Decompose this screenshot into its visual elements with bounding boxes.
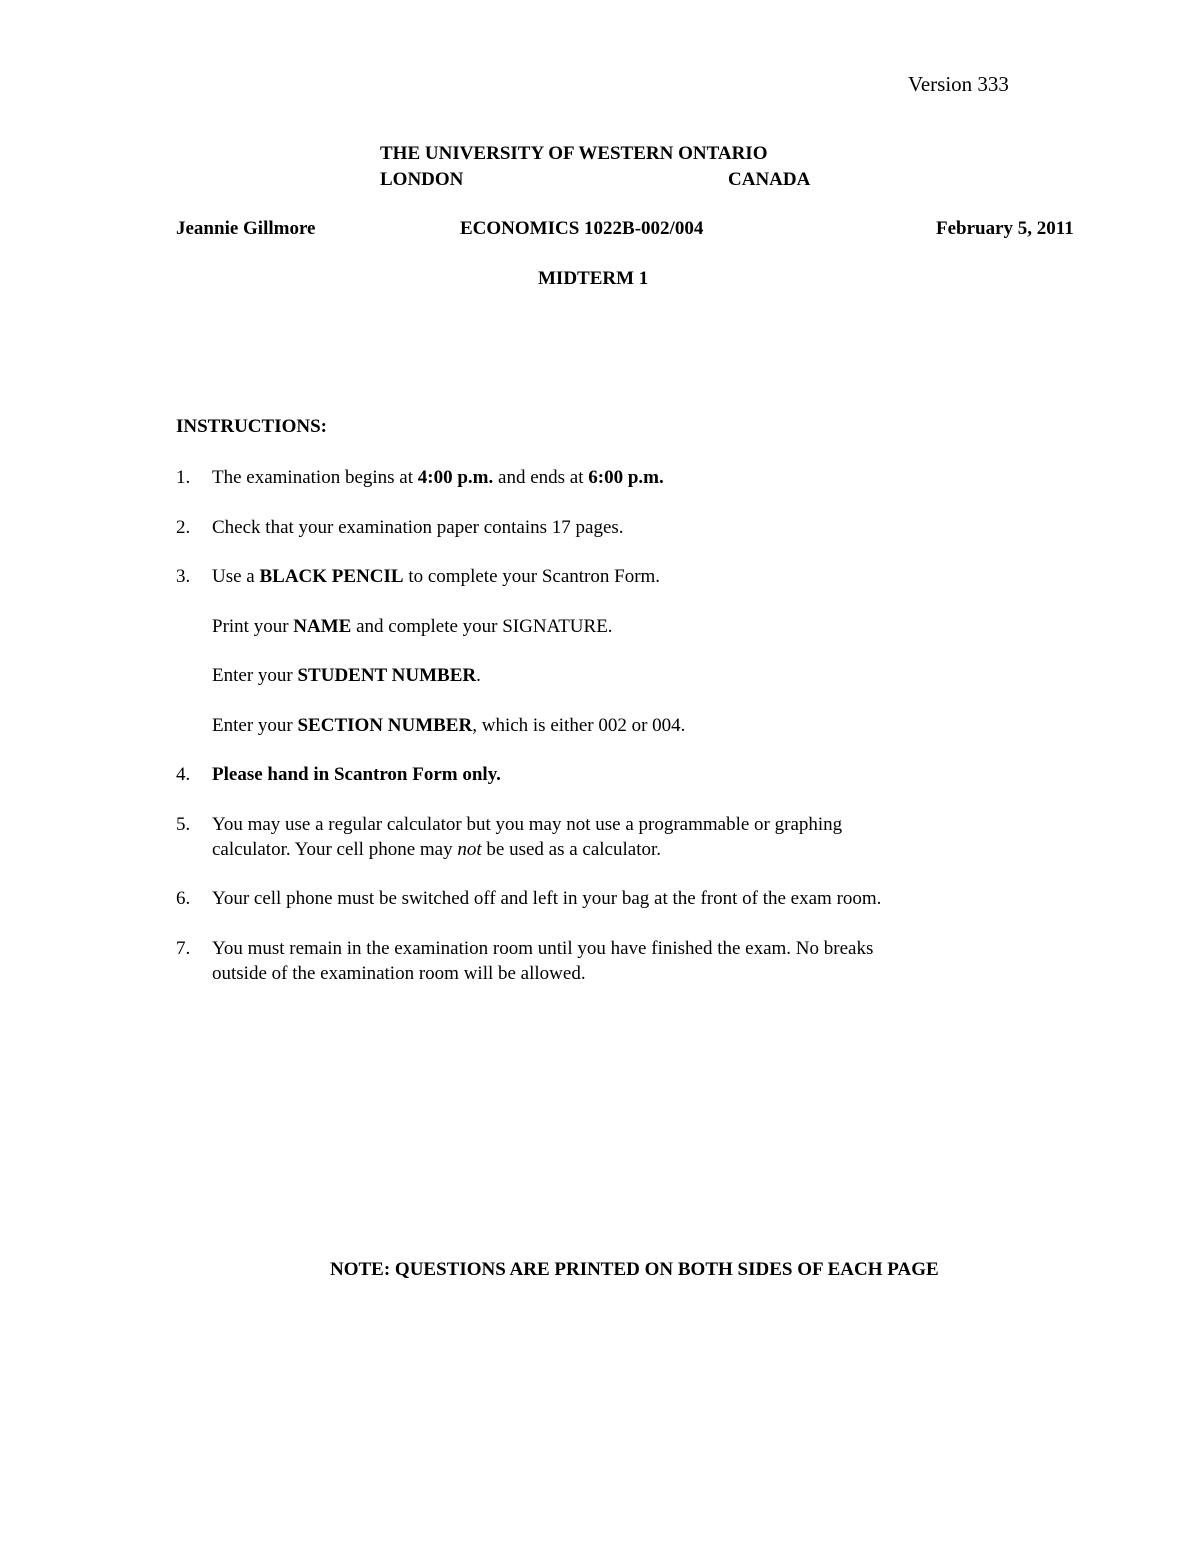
instruction-text: You must remain in the examination room until you have finished the exam. No breaks: [212, 938, 874, 959]
instruction-text: Check that your examination paper contains 17 pages.: [212, 517, 624, 538]
country-label: CANADA: [728, 169, 811, 190]
both-sides-note: NOTE: QUESTIONS ARE PRINTED ON BOTH SIDES OF EACH PAGE: [330, 1259, 939, 1280]
instruction-text: Your cell phone must be switched off and left in your bag at the front of the exam room.: [212, 888, 882, 909]
instruction-text-part: be used as a calculator.: [481, 839, 662, 860]
instruction-subtext: [212, 663, 481, 688]
instructor-name: Jeannie Gillmore: [176, 218, 316, 239]
instruction-subtext: [212, 713, 685, 738]
start-time: 4:00 p.m.: [417, 467, 494, 488]
version-label: Version 333: [908, 72, 1009, 96]
course-code: ECONOMICS 1022B-002/004: [460, 218, 704, 239]
instruction-text-part: and ends at: [493, 467, 589, 488]
instruction-number: 7.: [176, 938, 191, 959]
instruction-text-part: calculator. Your cell phone may: [212, 839, 458, 860]
instruction-text-part: Use a: [212, 566, 260, 587]
instruction-number: 1.: [176, 467, 191, 488]
emphasis-text: BLACK PENCIL: [259, 566, 404, 587]
city-label: LONDON: [380, 169, 464, 190]
instruction-subtext: [212, 614, 613, 639]
emphasis-text: not: [457, 839, 482, 860]
instruction-text: Please hand in Scantron Form only.: [212, 764, 501, 785]
instruction-number: 2.: [176, 517, 191, 538]
emphasis-text: SECTION NUMBER: [297, 715, 473, 736]
instruction-number: 6.: [176, 888, 191, 909]
emphasis-text: STUDENT NUMBER: [297, 665, 477, 686]
instruction-text-line: outside of the examination room will be allowed.: [212, 963, 586, 984]
instruction-number: 5.: [176, 814, 191, 835]
instruction-text-part: Print your: [212, 616, 294, 637]
instruction-text-part: .: [476, 665, 481, 686]
instruction-text-part: and complete your SIGNATURE.: [351, 616, 613, 637]
instruction-text-part: , which is either 002 or 004.: [472, 715, 686, 736]
instruction-text-part: Enter your: [212, 715, 298, 736]
instruction-text: You may use a regular calculator but you may not use a programmable or graphing: [212, 814, 843, 835]
instruction-text-part: to complete your Scantron Form.: [403, 566, 661, 587]
emphasis-text: NAME: [293, 616, 352, 637]
instruction-number: 3.: [176, 566, 191, 587]
exam-title: MIDTERM 1: [538, 268, 649, 289]
instruction-number: 4.: [176, 764, 191, 785]
instruction-text-line: [212, 837, 661, 862]
end-time: 6:00 p.m.: [588, 467, 664, 488]
instruction-text-part: The examination begins at: [212, 467, 418, 488]
instructions-heading: INSTRUCTIONS:: [176, 416, 327, 437]
instruction-text-part: Enter your: [212, 665, 298, 686]
instruction-text: [212, 564, 660, 589]
instruction-text: [212, 465, 664, 490]
university-name: THE UNIVERSITY OF WESTERN ONTARIO: [380, 143, 768, 164]
exam-date: February 5, 2011: [936, 218, 1074, 239]
